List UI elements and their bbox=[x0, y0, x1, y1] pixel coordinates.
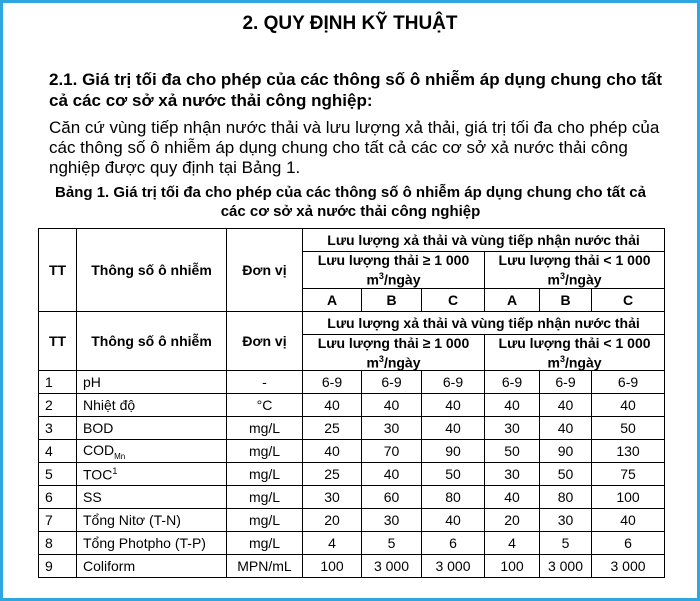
limit-value: 40 bbox=[303, 394, 362, 417]
flow-header: Lưu lượng thải < 1 000 $m^3$/ngày bbox=[485, 252, 665, 289]
limit-value: 90 bbox=[422, 440, 485, 463]
tt-header: TT bbox=[39, 311, 77, 371]
table-row bbox=[39, 463, 665, 486]
limit-value: 130 bbox=[592, 440, 665, 463]
table-row bbox=[39, 532, 665, 555]
limit-value: 80 bbox=[540, 486, 592, 509]
unit-exponent: 3 bbox=[378, 271, 384, 281]
limit-value: 60 bbox=[362, 486, 422, 509]
param-unit: MPN/mL bbox=[227, 555, 303, 578]
limit-value: 30 bbox=[303, 486, 362, 509]
limit-value: 6-9 bbox=[303, 371, 362, 394]
limit-value: 3 000 bbox=[362, 555, 422, 578]
table-row bbox=[39, 440, 665, 463]
limit-value: 40 bbox=[485, 486, 540, 509]
flow-header: Lưu lượng thải ≥ 1 000 $m^3$/ngày bbox=[303, 334, 485, 371]
limit-value: 80 bbox=[422, 486, 485, 509]
table-row bbox=[39, 394, 665, 417]
limit-value: 40 bbox=[540, 394, 592, 417]
limit-value: 40 bbox=[362, 394, 422, 417]
limit-value: 6-9 bbox=[362, 371, 422, 394]
param-unit: mg/L bbox=[227, 463, 303, 486]
limits-table bbox=[38, 228, 665, 578]
limit-value: 6-9 bbox=[422, 371, 485, 394]
unit-header: Đơn vị bbox=[227, 229, 303, 312]
limit-value: 100 bbox=[303, 555, 362, 578]
unit-exponent: 3 bbox=[559, 353, 565, 364]
row-number: 5 bbox=[39, 463, 77, 486]
limit-value: 3 000 bbox=[592, 555, 665, 578]
limit-value: 40 bbox=[422, 417, 485, 440]
subsection-title: 2.1. Giá trị tối đa cho phép của các thông số ô nhiễm áp dụng chung cho tất cả các cơ sở xả nước thải công nghiệp: bbox=[49, 70, 662, 110]
row-number: 9 bbox=[39, 555, 77, 578]
limit-value: 90 bbox=[540, 440, 592, 463]
limit-value: 40 bbox=[540, 417, 592, 440]
limit-value: 3 000 bbox=[540, 555, 592, 578]
param-unit: mg/L bbox=[227, 440, 303, 463]
table-row bbox=[39, 509, 665, 532]
row-number: 7 bbox=[39, 509, 77, 532]
column-label: B bbox=[540, 288, 592, 311]
limit-value: 50 bbox=[540, 463, 592, 486]
limit-value: 40 bbox=[422, 509, 485, 532]
param-name: Nhiệt độ bbox=[77, 394, 227, 417]
limit-value: 70 bbox=[362, 440, 422, 463]
limit-value: 75 bbox=[592, 463, 665, 486]
limit-value: 40 bbox=[422, 394, 485, 417]
column-label: C bbox=[592, 288, 665, 311]
limit-value: 30 bbox=[362, 417, 422, 440]
limit-value: 40 bbox=[303, 440, 362, 463]
unit-exponent: 3 bbox=[378, 353, 384, 364]
limit-value: 4 bbox=[485, 532, 540, 555]
table-row bbox=[39, 486, 665, 509]
limit-value: 20 bbox=[303, 509, 362, 532]
param-header: Thông số ô nhiễm bbox=[77, 229, 227, 312]
limit-value: 3 000 bbox=[422, 555, 485, 578]
param-name: Coliform bbox=[77, 555, 227, 578]
column-label: A bbox=[485, 288, 540, 311]
unit-exponent: 3 bbox=[559, 271, 565, 281]
limit-value: 5 bbox=[362, 532, 422, 555]
param-name: TOC$^1$ bbox=[77, 463, 227, 486]
table-row bbox=[39, 555, 665, 578]
limit-value: 25 bbox=[303, 463, 362, 486]
limit-value: 40 bbox=[362, 463, 422, 486]
limit-value: 4 bbox=[303, 532, 362, 555]
param-unit: mg/L bbox=[227, 509, 303, 532]
limit-value: 40 bbox=[485, 394, 540, 417]
param-name: Tổng Photpho (T-P) bbox=[77, 532, 227, 555]
param-footnote: 1 bbox=[112, 465, 118, 476]
group-header: Lưu lượng xả thải và vùng tiếp nhận nước thải bbox=[303, 311, 665, 334]
column-label: A bbox=[303, 288, 362, 311]
limit-value: 40 bbox=[592, 509, 665, 532]
section-heading: 2. QUY ĐỊNH KỸ THUẬT bbox=[242, 13, 458, 34]
body-paragraph: Căn cứ vùng tiếp nhận nước thải và lưu lượng xả thải, giá trị tối đa cho phép của các thông số ô nhiễm áp dụng chung cho tất cả các cơ sở xả nước thải công nghiệp được quy định tại Bảng 1. bbox=[49, 118, 660, 177]
param-unit: mg/L bbox=[227, 532, 303, 555]
row-number: 2 bbox=[39, 394, 77, 417]
param-subscript: Mn bbox=[114, 451, 126, 461]
param-name: Tổng Nitơ (T-N) bbox=[77, 509, 227, 532]
limit-value: 5 bbox=[540, 532, 592, 555]
row-number: 4 bbox=[39, 440, 77, 463]
table-row bbox=[39, 371, 665, 394]
param-name: SS bbox=[77, 486, 227, 509]
row-number: 1 bbox=[39, 371, 77, 394]
limit-value: 6-9 bbox=[592, 371, 665, 394]
limit-value: 30 bbox=[485, 463, 540, 486]
row-number: 8 bbox=[39, 532, 77, 555]
limit-value: 40 bbox=[592, 394, 665, 417]
table-row bbox=[39, 417, 665, 440]
header-row bbox=[39, 229, 665, 252]
param-unit: - bbox=[227, 371, 303, 394]
row-number: 6 bbox=[39, 486, 77, 509]
limit-value: 50 bbox=[592, 417, 665, 440]
param-unit: °C bbox=[227, 394, 303, 417]
unit-header: Đơn vị bbox=[227, 311, 303, 371]
table-caption: Bảng 1. Giá trị tối đa cho phép của các thông số ô nhiễm áp dụng chung cho tất cả các cơ sở xả nước thải công nghiệp bbox=[55, 184, 646, 220]
limit-value: 6 bbox=[422, 532, 485, 555]
limit-value: 50 bbox=[422, 463, 485, 486]
limit-value: 100 bbox=[592, 486, 665, 509]
flow-header: Lưu lượng thải < 1 000 $m^3$/ngày bbox=[485, 334, 665, 371]
flow-header: Lưu lượng thải ≥ 1 000 $m^3$/ngày bbox=[303, 252, 485, 289]
limit-value: 25 bbox=[303, 417, 362, 440]
group-header: Lưu lượng xả thải và vùng tiếp nhận nước thải bbox=[303, 229, 665, 252]
column-label: B bbox=[362, 288, 422, 311]
param-name: pH bbox=[77, 371, 227, 394]
limit-value: 50 bbox=[485, 440, 540, 463]
param-unit: mg/L bbox=[227, 486, 303, 509]
param-name: BOD bbox=[77, 417, 227, 440]
limit-value: 100 bbox=[485, 555, 540, 578]
column-label: C bbox=[422, 288, 485, 311]
param-unit: mg/L bbox=[227, 417, 303, 440]
limit-value: 20 bbox=[485, 509, 540, 532]
limit-value: 6-9 bbox=[485, 371, 540, 394]
limit-value: 6 bbox=[592, 532, 665, 555]
limit-value: 30 bbox=[540, 509, 592, 532]
header-row bbox=[39, 311, 665, 334]
param-header: Thông số ô nhiễm bbox=[77, 311, 227, 371]
param-name: $COD_{Mn}$ bbox=[77, 440, 227, 463]
tt-header: TT bbox=[39, 229, 77, 312]
limit-value: 30 bbox=[362, 509, 422, 532]
limit-value: 30 bbox=[485, 417, 540, 440]
row-number: 3 bbox=[39, 417, 77, 440]
limit-value: 6-9 bbox=[540, 371, 592, 394]
